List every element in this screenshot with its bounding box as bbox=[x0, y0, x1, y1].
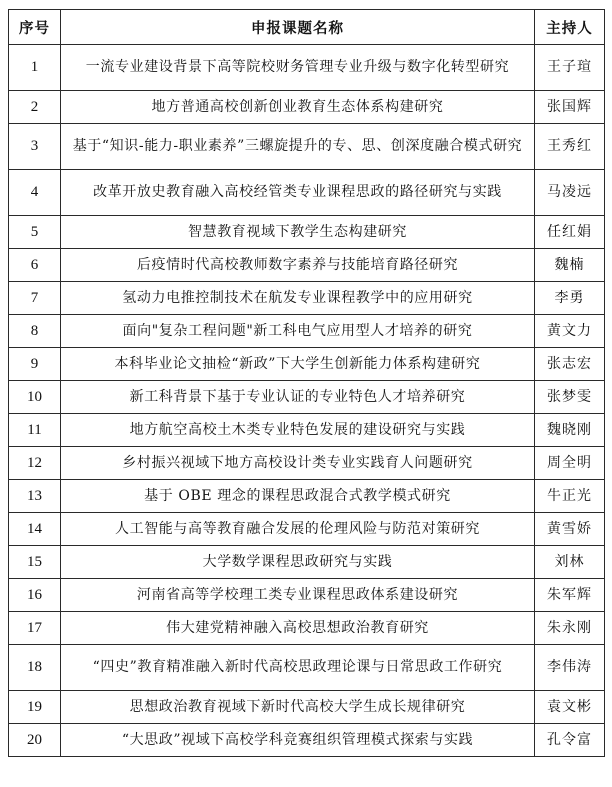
row-host: 张志宏 bbox=[535, 348, 605, 381]
row-host: 黄雪娇 bbox=[535, 513, 605, 546]
row-host: 朱永刚 bbox=[535, 612, 605, 645]
row-title: 智慧教育视域下教学生态构建研究 bbox=[61, 216, 535, 249]
row-no: 16 bbox=[9, 579, 61, 612]
row-title: “大思政”视域下高校学科竞赛组织管理模式探索与实践 bbox=[61, 724, 535, 757]
header-title: 申报课题名称 bbox=[61, 10, 535, 45]
row-host: 黄文力 bbox=[535, 315, 605, 348]
row-host: 朱军辉 bbox=[535, 579, 605, 612]
table-row bbox=[9, 282, 605, 315]
row-no: 2 bbox=[9, 91, 61, 124]
table-row bbox=[9, 579, 605, 612]
table-row bbox=[9, 381, 605, 414]
row-title: 面向"复杂工程问题"新工科电气应用型人才培养的研究 bbox=[61, 315, 535, 348]
row-title: 基于 OBE 理念的课程思政混合式教学模式研究 bbox=[61, 480, 535, 513]
row-no: 14 bbox=[9, 513, 61, 546]
table-row bbox=[9, 691, 605, 724]
row-title: 河南省高等学校理工类专业课程思政体系建设研究 bbox=[61, 579, 535, 612]
row-host: 孔令富 bbox=[535, 724, 605, 757]
row-title: “四史”教育精准融入新时代高校思政理论课与日常思政工作研究 bbox=[61, 645, 535, 691]
row-title: 氢动力电推控制技术在航发专业课程教学中的应用研究 bbox=[61, 282, 535, 315]
table-row bbox=[9, 480, 605, 513]
header-no: 序号 bbox=[9, 10, 61, 45]
row-no: 20 bbox=[9, 724, 61, 757]
row-no: 3 bbox=[9, 124, 61, 170]
row-no: 15 bbox=[9, 546, 61, 579]
row-host: 张国辉 bbox=[535, 91, 605, 124]
row-no: 8 bbox=[9, 315, 61, 348]
row-no: 10 bbox=[9, 381, 61, 414]
row-title: 后疫情时代高校教师数字素养与技能培育路径研究 bbox=[61, 249, 535, 282]
row-no: 19 bbox=[9, 691, 61, 724]
row-title: 新工科背景下基于专业认证的专业特色人才培养研究 bbox=[61, 381, 535, 414]
row-no: 9 bbox=[9, 348, 61, 381]
row-title: 地方普通高校创新创业教育生态体系构建研究 bbox=[61, 91, 535, 124]
row-no: 5 bbox=[9, 216, 61, 249]
table-row bbox=[9, 124, 605, 170]
row-title: 本科毕业论文抽检“新政”下大学生创新能力体系构建研究 bbox=[61, 348, 535, 381]
row-host: 王秀红 bbox=[535, 124, 605, 170]
table-row bbox=[9, 91, 605, 124]
row-host: 魏晓刚 bbox=[535, 414, 605, 447]
table-row bbox=[9, 315, 605, 348]
row-no: 12 bbox=[9, 447, 61, 480]
row-title: 地方航空高校土木类专业特色发展的建设研究与实践 bbox=[61, 414, 535, 447]
row-host: 周全明 bbox=[535, 447, 605, 480]
table-row bbox=[9, 513, 605, 546]
table-row bbox=[9, 216, 605, 249]
row-no: 11 bbox=[9, 414, 61, 447]
table-row bbox=[9, 546, 605, 579]
table-header-row bbox=[9, 10, 605, 45]
table-row bbox=[9, 414, 605, 447]
table-row bbox=[9, 724, 605, 757]
table-row bbox=[9, 170, 605, 216]
row-title: 基于“知识-能力-职业素养”三螺旋提升的专、思、创深度融合模式研究 bbox=[61, 124, 535, 170]
row-host: 王子瑄 bbox=[535, 45, 605, 91]
row-host: 马凌远 bbox=[535, 170, 605, 216]
row-title: 大学数学课程思政研究与实践 bbox=[61, 546, 535, 579]
row-host: 袁文彬 bbox=[535, 691, 605, 724]
row-no: 7 bbox=[9, 282, 61, 315]
row-host: 牛正光 bbox=[535, 480, 605, 513]
table-row bbox=[9, 447, 605, 480]
row-no: 1 bbox=[9, 45, 61, 91]
row-host: 魏楠 bbox=[535, 249, 605, 282]
header-host: 主持人 bbox=[535, 10, 605, 45]
table-row bbox=[9, 348, 605, 381]
row-host: 张梦雯 bbox=[535, 381, 605, 414]
row-title: 人工智能与高等教育融合发展的伦理风险与防范对策研究 bbox=[61, 513, 535, 546]
row-title: 乡村振兴视域下地方高校设计类专业实践育人问题研究 bbox=[61, 447, 535, 480]
table-row bbox=[9, 612, 605, 645]
row-no: 4 bbox=[9, 170, 61, 216]
row-host: 刘林 bbox=[535, 546, 605, 579]
table-row bbox=[9, 249, 605, 282]
row-title: 思想政治教育视域下新时代高校大学生成长规律研究 bbox=[61, 691, 535, 724]
row-no: 13 bbox=[9, 480, 61, 513]
row-title: 伟大建党精神融入高校思想政治教育研究 bbox=[61, 612, 535, 645]
row-no: 18 bbox=[9, 645, 61, 691]
project-table bbox=[8, 9, 605, 757]
project-list-sheet bbox=[8, 9, 604, 757]
row-host: 任红娟 bbox=[535, 216, 605, 249]
row-title: 改革开放史教育融入高校经管类专业课程思政的路径研究与实践 bbox=[61, 170, 535, 216]
row-host: 李勇 bbox=[535, 282, 605, 315]
table-row bbox=[9, 645, 605, 691]
row-host: 李伟涛 bbox=[535, 645, 605, 691]
row-no: 6 bbox=[9, 249, 61, 282]
table-row bbox=[9, 45, 605, 91]
row-no: 17 bbox=[9, 612, 61, 645]
row-title: 一流专业建设背景下高等院校财务管理专业升级与数字化转型研究 bbox=[61, 45, 535, 91]
